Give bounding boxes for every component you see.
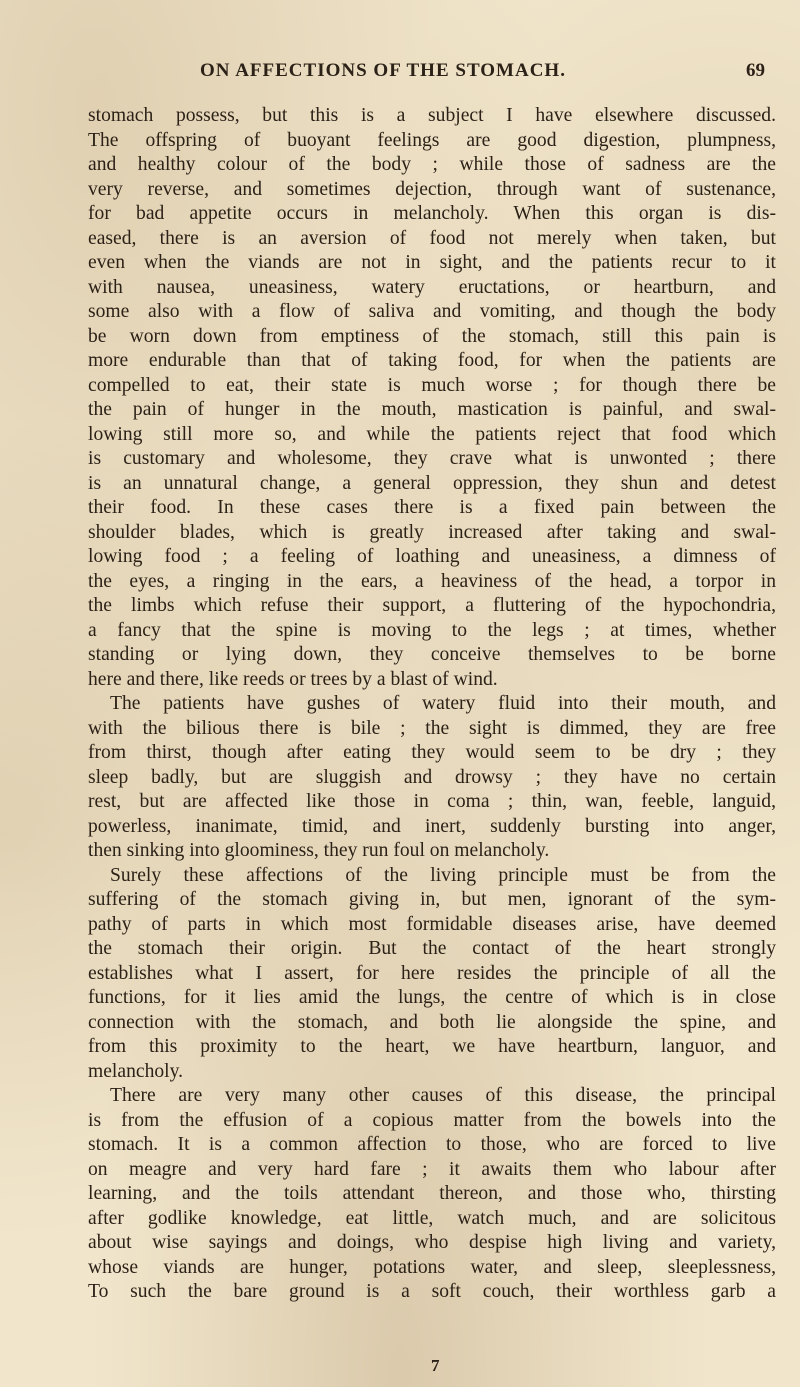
text-line: sleep badly, but are sluggish and drowsy ; they have no certain [88,766,776,788]
text-line: lowing food ; a feeling of loathing and uneasiness, a dimness of [88,546,776,567]
text-line: on meagre and very hard fare ; it awaits them who labour after [88,1158,776,1180]
text-line: compelled to eat, their state is much worse ; for though there be [88,374,776,396]
text-line: more endurable than that of taking food, for when the patients are [88,350,776,371]
text-line: stomach. It is a common affection to those, who are forced to live [88,1134,776,1155]
text-line: a fancy that the spine is moving to the legs ; at times, whether [88,619,776,641]
text-line: To such the bare ground is a soft couch, their worthless garb a [88,1281,776,1302]
text-line: some also with a flow of saliva and vomiting, and though the body [88,301,776,322]
text-line: then sinking into gloominess, they run foul on melancholy. [88,840,550,861]
text-line: is from the effusion of a copious matter from the bowels into the [88,1109,776,1131]
text-line: for bad appetite occurs in melancholy. When this organ is dis- [88,203,776,224]
text-line: and healthy colour of the body ; while those of sadness are the [88,154,776,175]
text-line: powerless, inanimate, timid, and inert, suddenly bursting into anger, [88,815,776,837]
text-line: learning, and the toils attendant thereon, and those who, thirsting [88,1183,776,1204]
text-line: the limbs which refuse their support, a fluttering of the hypochondria, [88,595,776,616]
text-line: pathy of parts in which most formidable diseases arise, have deemed [88,913,776,935]
text-line: with nausea, uneasiness, watery eructations, or heartburn, and [88,276,776,298]
text-line: even when the viands are not in sight, and the patients recur to it [88,252,776,273]
text-line: the pain of hunger in the mouth, mastication is painful, and swal- [88,399,776,420]
running-head [140,60,765,88]
text-line: their food. In these cases there is a fixed pain between the [88,497,776,518]
text-line: the stomach their origin. But the contact of the heart strongly [88,938,776,959]
text-line: connection with the stomach, and both lie alongside the spine, and [88,1011,776,1033]
body-text [88,104,776,1305]
text-line: whose viands are hunger, potations water, and sleep, sleeplessness, [88,1256,776,1278]
text-line: functions, for it lies amid the lungs, the centre of which is in close [88,987,776,1008]
text-line: very reverse, and sometimes dejection, through want of sustenance, [88,178,776,200]
text-line: stomach possess, but this is a subject I have elsewhere discussed. [88,105,776,126]
text-line: suffering of the stomach giving in, but men, ignorant of the sym- [88,889,776,910]
text-line: rest, but are affected like those in coma ; thin, wan, feeble, languid, [88,791,776,812]
paragraph-start-line: Surely these affections of the living principle must be from the [110,864,776,886]
running-title: ON AFFECTIONS OF THE STOMACH. [200,60,566,81]
text-line: establishes what I assert, for here resides the principle of all the [88,962,776,984]
text-line: about wise sayings and doings, who despise high living and variety, [88,1232,776,1253]
text-line: from thirst, though after eating they would seem to be dry ; they [88,742,776,763]
text-line: The offspring of buoyant feelings are good digestion, plumpness, [88,129,776,151]
text-line: standing or lying down, they conceive themselves to be borne [88,644,776,665]
text-line: lowing still more so, and while the patients reject that food which [88,423,776,445]
text-line: shoulder blades, which is greatly increased after taking and swal- [88,521,776,543]
text-line: with the bilious there is bile ; the sight is dimmed, they are free [88,717,776,739]
text-line: here and there, like reeds or trees by a blast of wind. [88,668,498,690]
text-line: the eyes, a ringing in the ears, a heaviness of the head, a torpor in [88,570,776,592]
page-number: 69 [746,60,765,81]
signature-mark: 7 [431,1356,440,1375]
text-line: from this proximity to the heart, we have heartburn, languor, and [88,1036,776,1057]
text-line: eased, there is an aversion of food not merely when taken, but [88,227,776,249]
text-line: melancholy. [88,1060,184,1082]
paragraph-start-line: There are very many other causes of this disease, the principal [110,1085,776,1106]
text-line: after godlike knowledge, eat little, watch much, and are solicitous [88,1207,776,1229]
paragraph-start-line: The patients have gushes of watery fluid into their mouth, and [110,693,776,714]
text-line: be worn down from emptiness of the stomach, still this pain is [88,325,776,347]
text-line: is an unnatural change, a general oppression, they shun and detest [88,472,776,494]
text-line: is customary and wholesome, they crave what is unwonted ; there [88,448,776,469]
